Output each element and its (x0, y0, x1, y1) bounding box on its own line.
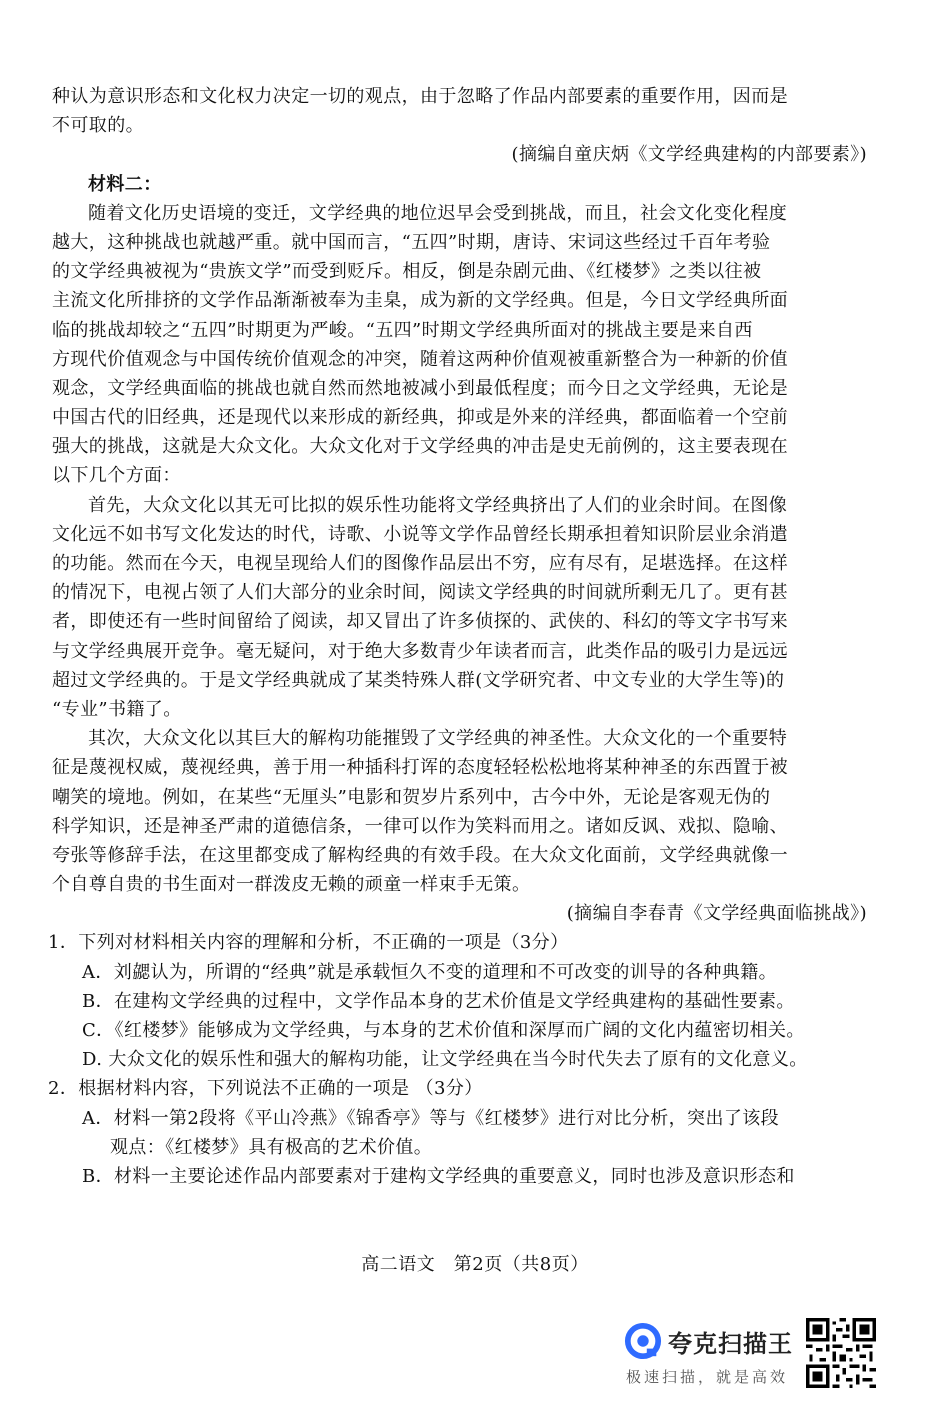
question-2-option-b: B．材料一主要论述作品内部要素对于建构文学经典的重要意义，同时也涉及意识形态和 (82, 1165, 795, 1187)
text-line: 观念，文学经典面临的挑战也就自然而然地被减小到最低程度；而今日之文学经典，无论是 (52, 377, 788, 399)
text-line: 嘲笑的境地。例如，在某些“无厘头”电影和贺岁片系列中，古今中外，无论是客观无伪的 (52, 786, 771, 808)
text-line: 个自尊自贵的书生面对一群泼皮无赖的顽童一样束手无策。 (52, 874, 531, 896)
question-1-option-b: B．在建构文学经典的过程中，文学作品本身的艺术价值是文学经典建构的基础性要素。 (82, 990, 795, 1012)
text-line: 的情况下，电视占领了人们大部分的业余时间，阅读文学经典的时间就所剩无几了。更有甚 (52, 582, 788, 604)
question-1-option-a: A．刘勰认为，所谓的“经典”就是承载恒久不变的道理和不可改变的训导的各种典籍。 (82, 961, 777, 983)
question-2-stem: 2．根据材料内容，下列说法不正确的一项是 （3分） (48, 1078, 483, 1100)
question-1-option-c: C．《红楼梦》能够成为文学经典，与本身的艺术价值和深厚而广阔的文化内蕴密切相关。 (82, 1020, 805, 1041)
material-heading: 材料二： (88, 173, 162, 195)
brand-slogan: 极速扫描，就是高效 (626, 1368, 789, 1386)
text-line: 征是蔑视权威，蔑视经典，善于用一种插科打诨的态度轻轻松松地将某种神圣的东西置于被 (52, 757, 788, 779)
text-line: 的功能。然而在今天，电视呈现给人们的图像作品层出不穷，应有尽有，足堪选择。在这样 (52, 553, 788, 574)
qr-code-icon (806, 1318, 876, 1388)
text-line: 随着文化历史语境的变迁，文学经典的地位迟早会受到挑战，而且，社会文化变化程度 (88, 202, 788, 224)
quark-logo-icon (624, 1322, 662, 1360)
text-line: 不可取的。 (52, 115, 144, 137)
text-line: 其次，大众文化以其巨大的解构功能摧毁了文学经典的神圣性。大众文化的一个重要特 (88, 728, 788, 750)
text-line: “专业”书籍了。 (52, 698, 182, 720)
text-line: 临的挑战却较之“五四”时期更为严峻。“五四”时期文学经典所面对的挑战主要是来自西 (52, 319, 753, 341)
question-2-option-a-cont: 观点：《红楼梦》具有极高的艺术价值。 (110, 1136, 433, 1158)
text-line: 首先，大众文化以其无可比拟的娱乐性功能将文学经典挤出了人们的业余时间。在图像 (88, 494, 788, 516)
text-line: 文化远不如书写文化发达的时代，诗歌、小说等文学作品曾经长期承担着知识阶层业余消遣 (52, 523, 788, 545)
text-line: 的文学经典被视为“贵族文学”而受到贬斥。相反，倒是杂剧元曲、《红楼梦》之类以往被 (52, 261, 762, 283)
text-line: 与文学经典展开竞争。毫无疑问，对于绝大多数青少年读者而言，此类作品的吸引力是远远 (52, 640, 788, 662)
text-line: 主流文化所排挤的文学作品渐渐被奉为圭臬，成为新的文学经典。但是，今日文学经典所面 (52, 290, 788, 312)
text-line: 夸张等修辞手法，在这里都变成了解构经典的有效手段。在大众文化面前，文学经典就像一 (52, 844, 788, 866)
text-line: 科学知识，还是神圣严肃的道德信条，一律可以作为笑料而用之。诸如反讽、戏拟、隐喻、 (52, 815, 788, 837)
text-line: 越大，这种挑战也就越严重。就中国而言，“五四”时期，唐诗、宋词这些经过千百年考验 (52, 231, 771, 253)
text-line: 中国古代的旧经典，还是现代以来形成的新经典，抑或是外来的洋经典，都面临着一个空前 (52, 407, 788, 429)
question-1-option-d: D. 大众文化的娱乐性和强大的解构功能，让文学经典在当今时代失去了原有的文化意义。 (82, 1049, 808, 1071)
question-2-option-a: A．材料一第2段将《平山冷燕》《锦香亭》等与《红楼梦》进行对比分析，突出了该段 (82, 1107, 780, 1129)
body-text (48, 82, 867, 1191)
brand-name: 夸克扫描王 (668, 1330, 793, 1358)
text-line: 强大的挑战，这就是大众文化。大众文化对于文学经典的冲击是史无前例的，这主要表现在 (52, 436, 788, 458)
text-line: 者，即使还有一些时间留给了阅读，却又冒出了许多侦探的、武侠的、科幻的等文字书写来 (52, 611, 788, 633)
source-citation: (摘编自童庆炳《文学经典建构的内部要素》) (511, 144, 867, 166)
text-line: 方现代价值观念与中国传统价值观念的冲突，随着这两种价值观被重新整合为一种新的价值 (52, 348, 788, 370)
text-line: 种认为意识形态和文化权力决定一切的观点，由于忽略了作品内部要素的重要作用，因而是 (52, 86, 788, 107)
text-line: 超过文学经典的。于是文学经典就成了某类特殊人群(文学研究者、中文专业的大学生等)的 (52, 669, 785, 691)
page-footer: 高二语文 第2页（共8页） (361, 1254, 589, 1275)
scanner-watermark (624, 1320, 804, 1390)
question-1-stem: 1．下列对材料相关内容的理解和分析，不正确的一项是（3分） (48, 932, 569, 954)
source-citation: (摘编自李春青《文学经典面临挑战》) (566, 903, 867, 925)
text-line: 以下几个方面： (52, 465, 181, 487)
